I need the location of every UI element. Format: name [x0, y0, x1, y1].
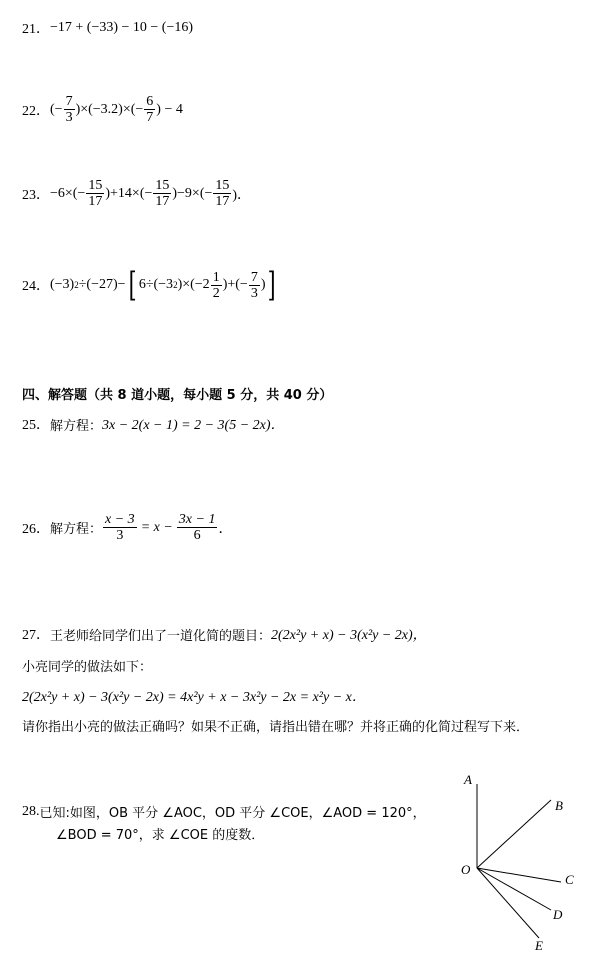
- expr-part: )−9×(−: [172, 185, 213, 201]
- fraction: [153, 178, 171, 209]
- denominator: 3: [250, 285, 258, 301]
- problem-number: 21．: [22, 22, 50, 37]
- numerator: x − 3: [105, 512, 135, 527]
- section-title: 四、解答题（共 8 道小题，每小题 5 分，共 40 分）: [22, 388, 333, 403]
- numerator: 15: [155, 178, 170, 193]
- numerator: 1: [212, 269, 220, 285]
- problem-23: [22, 178, 251, 209]
- problem-text: 王老师给同学们出了一道化简的题目：: [50, 628, 272, 644]
- expression: 2(2x²y + x) − 3(x²y − 2x)，: [271, 628, 427, 643]
- expr-part: 6÷(−3: [138, 277, 174, 292]
- label-c: C: [565, 872, 574, 887]
- label-e: E: [535, 938, 543, 953]
- problem-number: 27．: [22, 628, 50, 643]
- problem-27-line1: [22, 624, 427, 644]
- numerator: 15: [215, 178, 230, 193]
- label-a: A: [464, 772, 472, 787]
- problem-number: 23．: [22, 187, 50, 203]
- problem-27-line3: 2(2x²y + x) − 3(x²y − 2x) = 4x²y + x − 3x²y − 2x = x²y − x．: [22, 690, 366, 705]
- problem-number: 25．: [22, 418, 50, 433]
- expr-part: )×(−2: [177, 277, 210, 292]
- fraction: [103, 512, 137, 543]
- expression: −17 + (−33) − 10 − (−16): [50, 20, 194, 35]
- problem-label: 解方程：: [50, 418, 103, 434]
- numerator: 6: [146, 94, 154, 109]
- denominator: 17: [155, 194, 170, 209]
- denominator: 17: [88, 194, 103, 209]
- ray-ob: [477, 800, 551, 868]
- label-b: B: [555, 798, 563, 813]
- problem-21: [22, 18, 193, 38]
- numerator: 7: [250, 269, 258, 285]
- exponent: 2: [173, 280, 178, 290]
- expr-part: ) − 4: [156, 101, 183, 117]
- expr-part: ): [260, 277, 266, 292]
- denominator: 2: [212, 285, 220, 301]
- left-bracket: [: [128, 265, 137, 305]
- expr-part: = x −: [140, 519, 173, 535]
- problem-28-line2: ∠BOD = 70°，求 ∠COE 的度数．: [56, 828, 265, 843]
- problem-label: 解方程：: [50, 522, 103, 537]
- problem-24: [22, 265, 279, 305]
- problem-22: [22, 94, 183, 125]
- angle-figure: [455, 768, 595, 958]
- expr-part: )+(−: [222, 277, 248, 292]
- denominator: 17: [215, 194, 230, 209]
- ray-oe: [477, 868, 539, 938]
- fraction: [177, 512, 218, 543]
- problem-27-line4: 请你指出小亮的做法正确吗？如果不正确，请指出错在哪？并将正确的化简过程写下来．: [22, 720, 530, 735]
- problem-28-line1: [22, 802, 426, 821]
- problem-number: 22．: [22, 103, 50, 119]
- problem-27-line2: 小亮同学的做法如下：: [22, 660, 153, 675]
- problem-number: 26．: [22, 521, 50, 537]
- problem-number: 28.: [22, 803, 40, 819]
- denominator: 3: [65, 110, 73, 125]
- exponent: 2: [74, 280, 79, 290]
- expr-part: −6×(−: [50, 185, 86, 201]
- expr-part: )+14×(−: [105, 185, 153, 201]
- right-bracket: ]: [268, 265, 277, 305]
- fraction: [211, 270, 222, 301]
- denominator: 3: [116, 528, 124, 543]
- numerator: 7: [65, 94, 73, 109]
- fraction: [144, 94, 155, 125]
- fraction: [213, 178, 231, 209]
- problem-25: [22, 414, 285, 434]
- problem-26: [22, 512, 232, 543]
- expr-part: ÷(−27)−: [78, 277, 126, 292]
- problem-number: 24．: [22, 279, 50, 294]
- denominator: 6: [193, 528, 201, 543]
- label-o: O: [461, 862, 471, 877]
- numerator: 15: [88, 178, 103, 193]
- problem-text: 已知:如图，OB 平分 ∠AOC，OD 平分 ∠COE，∠AOD = 120°，: [39, 806, 426, 821]
- expr-part: (−3): [50, 277, 75, 292]
- expr-part: )．: [232, 187, 252, 203]
- fraction: [249, 270, 260, 301]
- label-d: D: [553, 907, 563, 922]
- fraction: [86, 178, 104, 209]
- expr-part: )×(−3.2)×(−: [75, 101, 144, 117]
- denominator: 7: [146, 110, 154, 125]
- expr-part: ．: [218, 521, 233, 537]
- numerator: 3x − 1: [178, 512, 216, 527]
- expr-part: (−: [50, 101, 63, 117]
- equation: 3x − 2(x − 1) = 2 − 3(5 − 2x)．: [102, 418, 285, 433]
- fraction: [64, 94, 75, 125]
